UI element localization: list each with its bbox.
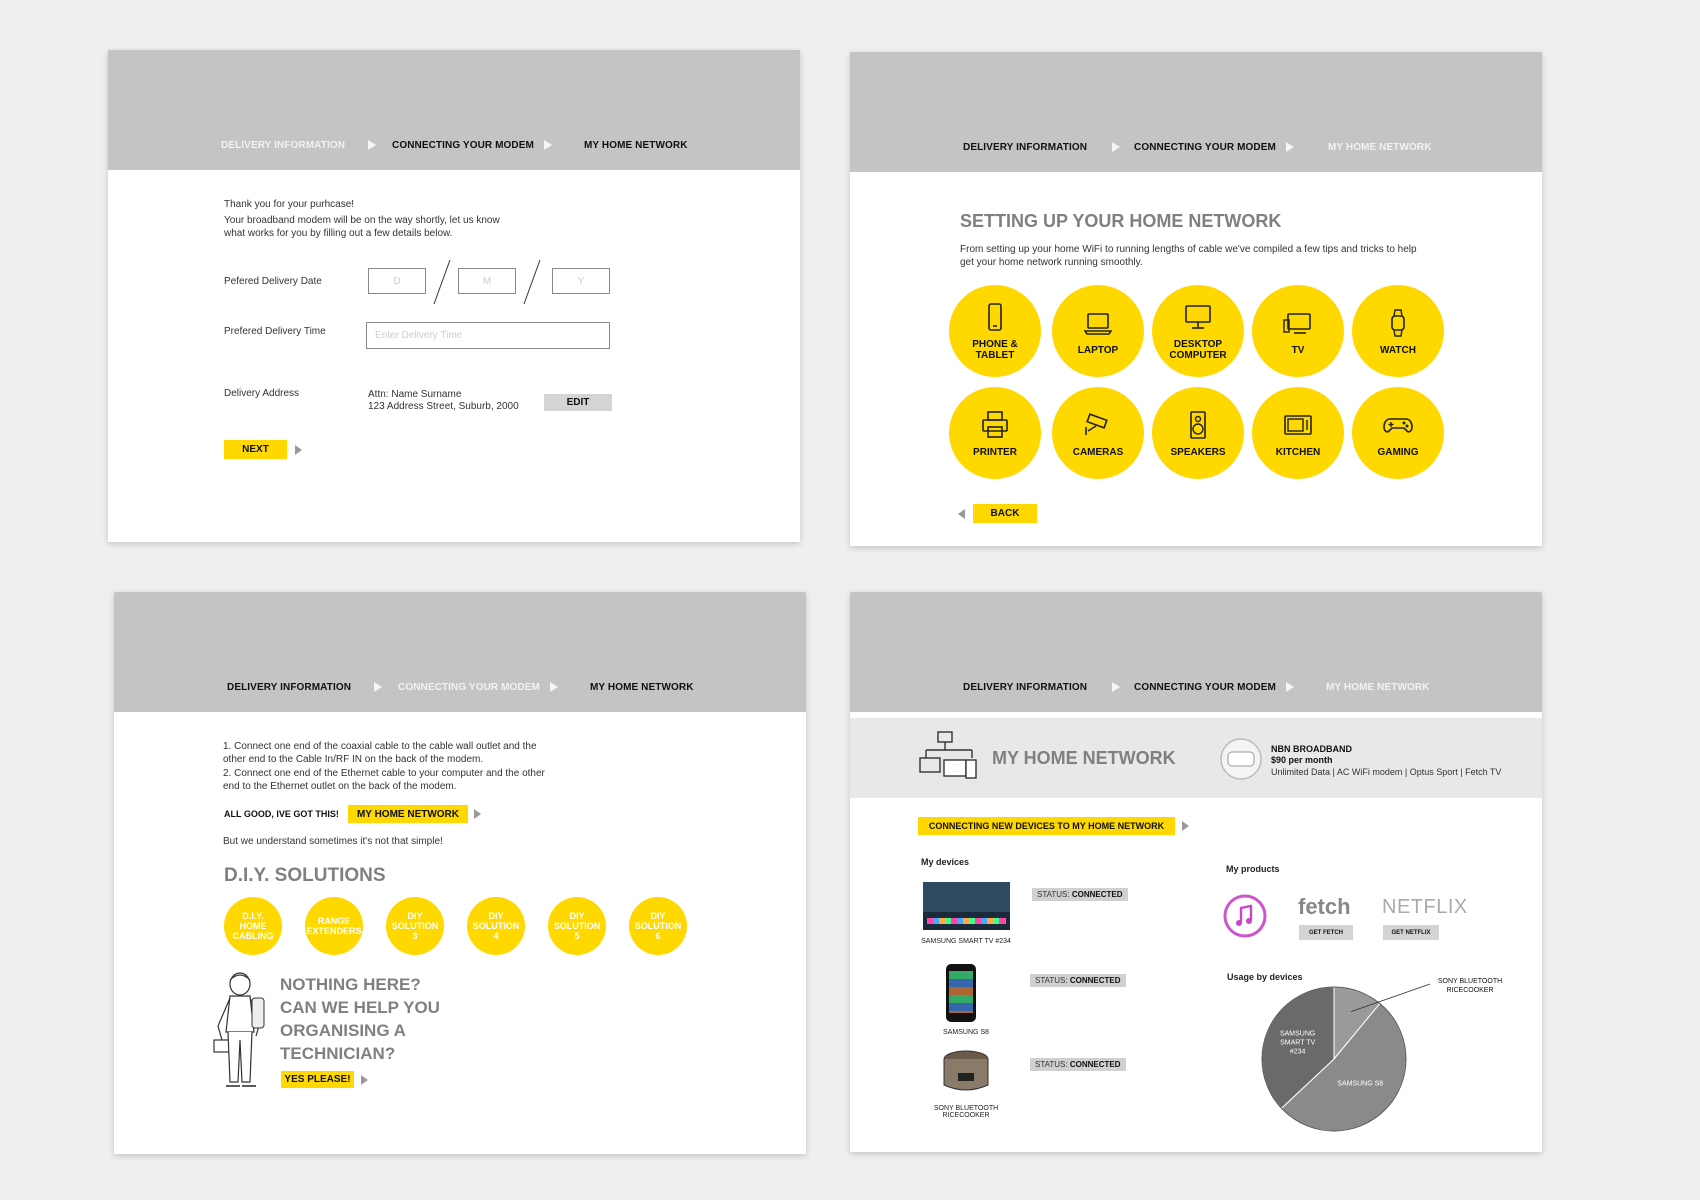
step-connecting[interactable]: CONNECTING YOUR MODEM	[1134, 142, 1276, 153]
netflix-logo: NETFLIX	[1382, 896, 1468, 918]
help-line-4: TECHNICIAN?	[280, 1044, 396, 1063]
device-speakers[interactable]	[1152, 387, 1244, 479]
header-bar	[850, 592, 1542, 712]
range-extenders[interactable]: RANGE EXTENDERS	[305, 897, 363, 955]
date-slash	[430, 258, 454, 306]
status-badge	[1030, 1058, 1126, 1071]
phone-screen	[949, 971, 973, 1013]
day-input[interactable]: D	[368, 268, 426, 294]
step-home[interactable]: MY HOME NETWORK	[1326, 682, 1430, 693]
my-products-heading: My products	[1226, 864, 1280, 874]
address-line1: Attn: Name Surname	[368, 389, 462, 400]
date-slash	[520, 258, 544, 306]
device-label: LAPTOP	[1077, 344, 1119, 356]
step-arrow-icon	[550, 682, 558, 692]
speaker-icon	[1182, 409, 1214, 441]
step-arrow-icon	[1112, 142, 1120, 152]
step-connecting[interactable]: CONNECTING YOUR MODEM	[392, 140, 534, 151]
step-arrow-icon	[374, 682, 382, 692]
arrow-icon[interactable]	[1182, 821, 1189, 831]
page-title: SETTING UP YOUR HOME NETWORK	[960, 211, 1282, 231]
device-cameras[interactable]	[1052, 387, 1144, 479]
connect-devices-button[interactable]: CONNECTING NEW DEVICES TO MY HOME NETWORK	[918, 817, 1175, 835]
phone-icon	[979, 301, 1011, 333]
step-arrow-icon	[544, 140, 552, 150]
status-label: STATUS:	[1035, 1060, 1068, 1069]
month-input[interactable]: M	[458, 268, 516, 294]
intro-text: Your broadband modem will be on the way shortly, let us know what works for you by filling out a few details below.	[224, 215, 500, 239]
back-button[interactable]: BACK	[973, 504, 1037, 523]
device-label: SPEAKERS	[1170, 446, 1226, 458]
pie-label-ricecooker: SONY BLUETOOTH	[1437, 978, 1503, 985]
back-arrow-icon[interactable]	[958, 509, 965, 519]
modem-icon	[1220, 738, 1262, 780]
address-line2: 123 Address Street, Suburb, 2000	[368, 401, 519, 412]
watch-icon	[1382, 307, 1414, 339]
plan-price: $90 per month	[1271, 755, 1333, 765]
device-tv[interactable]	[1252, 285, 1344, 377]
address-label: Delivery Address	[224, 388, 300, 399]
desktop-icon	[1182, 301, 1214, 333]
device-gaming[interactable]	[1352, 387, 1444, 479]
microwave-icon	[1282, 409, 1314, 441]
help-line-1: NOTHING HERE?	[280, 975, 421, 994]
header-bar	[850, 52, 1542, 172]
step-delivery[interactable]: DELIVERY INFORMATION	[221, 140, 346, 151]
intro-thanks: Thank you for your purhcase!	[224, 199, 355, 210]
device-label: WATCH	[1380, 344, 1416, 356]
status-value: CONNECTED	[1069, 1060, 1121, 1069]
device-label: PRINTER	[973, 446, 1017, 458]
gamepad-icon	[1382, 409, 1414, 441]
usage-pie-chart	[1250, 972, 1530, 1142]
panel-diy	[114, 592, 806, 1154]
device-label: CAMERAS	[1072, 446, 1124, 458]
step-home[interactable]: MY HOME NETWORK	[1328, 142, 1432, 153]
not-simple-text: But we understand sometimes it's not that simple!	[223, 836, 443, 847]
next-button[interactable]: NEXT	[224, 440, 287, 459]
step-connecting[interactable]: CONNECTING YOUR MODEM	[1134, 682, 1276, 693]
device-printer[interactable]	[949, 387, 1041, 479]
step-arrow-icon	[1286, 142, 1294, 152]
step-home[interactable]: MY HOME NETWORK	[590, 682, 694, 693]
year-input[interactable]: Y	[552, 268, 610, 294]
status-value: CONNECTED	[1069, 976, 1121, 985]
next-arrow-icon[interactable]	[295, 445, 302, 455]
diy-title: D.I.Y. SOLUTIONS	[224, 865, 386, 886]
device-phone-tablet[interactable]	[949, 285, 1041, 377]
tv-screen	[923, 882, 1010, 912]
technician-illustration	[212, 970, 272, 1092]
panel-setup	[850, 52, 1542, 546]
plan-features: Unlimited Data | AC WiFi modem | Optus Sport | Fetch TV	[1271, 767, 1502, 777]
pie-label-tv: SAMSUNG	[1279, 1030, 1316, 1038]
get-fetch-button[interactable]: GET FETCH	[1299, 925, 1353, 940]
device-name: SAMSUNG SMART TV #234	[921, 938, 1011, 945]
device-watch[interactable]	[1352, 285, 1444, 377]
itunes-icon[interactable]	[1223, 894, 1267, 938]
help-line-2: CAN WE HELP YOU	[280, 998, 440, 1017]
status-badge	[1030, 974, 1126, 987]
header-bar	[114, 592, 806, 712]
instruction-2: 2. Connect one end of the Ethernet cable to your computer and the other end to the Ethernet outlet on the back of the modem.	[223, 768, 545, 792]
step-arrow-icon	[368, 140, 376, 150]
device-laptop[interactable]	[1052, 285, 1144, 377]
diy-home-cabling[interactable]: D.I.Y. HOME CABLING	[224, 897, 282, 955]
get-netflix-button[interactable]: GET NETFLIX	[1383, 925, 1439, 940]
status-label: STATUS:	[1035, 976, 1068, 985]
diy-solution-3[interactable]: DIY SOLUTION 3	[386, 897, 444, 955]
panel-delivery	[108, 50, 800, 542]
device-label: GAMING	[1377, 446, 1419, 458]
network-icon	[918, 730, 980, 784]
header-bar	[108, 50, 800, 170]
plan-name: NBN BROADBAND	[1271, 744, 1352, 754]
my-devices-heading: My devices	[921, 857, 970, 867]
diy-solution-4[interactable]: DIY SOLUTION 4	[467, 897, 525, 955]
pie-label-tv: #234	[1289, 1048, 1306, 1056]
pie-label-s8: SAMSUNG S8	[1337, 1080, 1384, 1088]
device-label: KITCHEN	[1275, 446, 1321, 458]
edit-button[interactable]: EDIT	[544, 394, 612, 411]
all-good-label: ALL GOOD, IVE GOT THIS!	[224, 809, 339, 819]
device-desktop[interactable]	[1152, 285, 1244, 377]
page-description: From setting up your home WiFi to running lengths of cable we've compiled a few tips and tricks to help get your home network running smoothly.	[960, 244, 1417, 268]
arrow-icon[interactable]	[474, 809, 481, 819]
status-label: STATUS:	[1037, 890, 1070, 899]
phone-thumbnail[interactable]	[946, 964, 976, 1022]
device-name: SAMSUNG S8	[943, 1029, 989, 1036]
time-label: Prefered Delivery Time	[224, 326, 326, 337]
device-kitchen[interactable]	[1252, 387, 1344, 479]
network-title: MY HOME NETWORK	[992, 748, 1176, 768]
help-line-3: ORGANISING A	[280, 1021, 406, 1040]
tv-thumbnail[interactable]	[923, 882, 1010, 930]
printer-icon	[979, 409, 1011, 441]
step-arrow-icon	[1286, 682, 1294, 692]
status-badge	[1032, 888, 1128, 901]
device-label: TV	[1291, 344, 1305, 356]
device-label: PHONE & TABLET	[972, 339, 1018, 361]
yes-please-button[interactable]: YES PLEASE!	[281, 1071, 354, 1088]
pie-label-tv: SMART TV	[1280, 1039, 1316, 1047]
tv-icon	[1282, 307, 1314, 339]
pie-label-ricecooker: RICECOOKER	[1446, 987, 1494, 994]
step-delivery[interactable]: DELIVERY INFORMATION	[963, 682, 1088, 693]
time-input[interactable]: Enter Delivery Time	[366, 322, 610, 349]
fetch-logo: fetch	[1298, 894, 1351, 919]
status-value: CONNECTED	[1071, 890, 1123, 899]
device-label: DESKTOP COMPUTER	[1169, 339, 1227, 361]
usage-heading: Usage by devices	[1227, 972, 1303, 982]
step-delivery[interactable]: DELIVERY INFORMATION	[963, 142, 1088, 153]
date-label: Pefered Delivery Date	[224, 276, 322, 287]
step-delivery[interactable]: DELIVERY INFORMATION	[227, 682, 352, 693]
my-home-network-button[interactable]: MY HOME NETWORK	[348, 805, 468, 823]
camera-icon	[1082, 409, 1114, 441]
diy-solution-5[interactable]: DIY SOLUTION 5	[548, 897, 606, 955]
tv-app-bar	[927, 918, 1006, 924]
device-name: SONY BLUETOOTH RICECOOKER	[933, 1105, 999, 1119]
panel-my-home-network	[850, 592, 1542, 1152]
laptop-icon	[1082, 307, 1114, 339]
step-arrow-icon	[1112, 682, 1120, 692]
instruction-1: 1. Connect one end of the coaxial cable to the cable wall outlet and the other end to the Cable In/RF IN on the back of the modem.	[223, 741, 537, 765]
step-connecting[interactable]: CONNECTING YOUR MODEM	[398, 682, 540, 693]
diy-solution-6[interactable]: DIY SOLUTION 6	[629, 897, 687, 955]
arrow-icon[interactable]	[361, 1075, 368, 1085]
ricecooker-thumbnail[interactable]	[940, 1047, 992, 1095]
step-home[interactable]: MY HOME NETWORK	[584, 140, 688, 151]
